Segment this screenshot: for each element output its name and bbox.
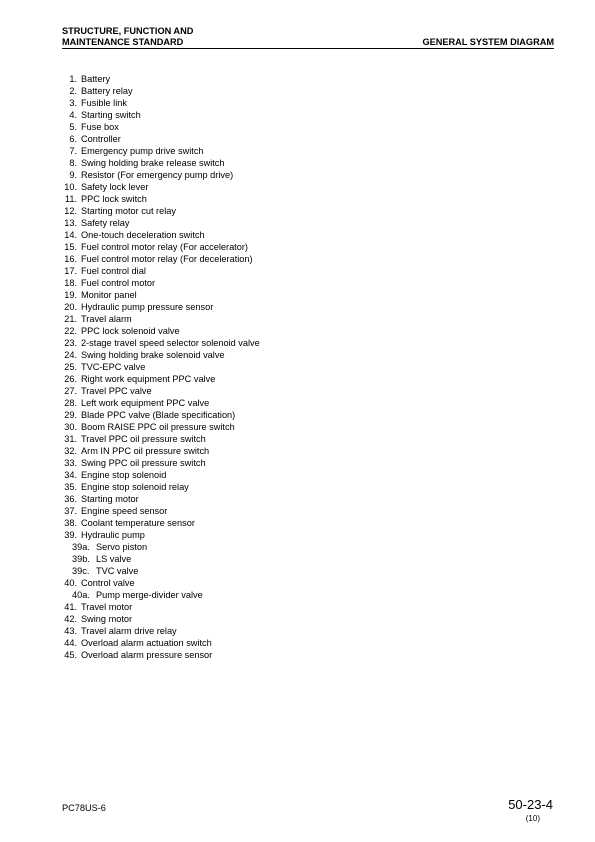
legend-item-label: Travel PPC oil pressure switch [81,434,206,444]
legend-item-number: 13. [64,218,77,228]
legend-item-number: 16. [64,254,77,264]
legend-item-number: 33. [64,458,77,468]
legend-item-label: Safety lock lever [81,182,149,192]
legend-item-number: 31. [64,434,77,444]
legend-item-number: 39. [64,530,77,540]
header-divider [62,48,554,49]
legend-item-label: Hydraulic pump pressure sensor [81,302,214,312]
legend-item-label: Left work equipment PPC valve [81,398,210,408]
legend-item-number: 21. [64,314,77,324]
legend-item-number: 24. [64,350,77,360]
legend-item-number: 27. [64,386,77,396]
legend-item-label: Fuse box [81,122,119,132]
legend-item-label: Monitor panel [81,290,137,300]
legend-item-label: Control valve [81,578,135,588]
legend-item-number: 17. [64,266,77,276]
legend-item-label: One-touch deceleration switch [81,230,205,240]
legend-item-label: PPC lock solenoid valve [81,326,180,336]
legend-item-number: 18. [64,278,77,288]
legend-item-number: 5. [69,122,77,132]
legend-item-number: 6. [69,134,77,144]
legend-item-label: Starting motor [81,494,139,504]
legend-item-number: 26. [64,374,77,384]
legend-item-label: Starting switch [81,110,141,120]
legend-item-number: 4. [69,110,77,120]
legend-item-label: Emergency pump drive switch [81,146,204,156]
legend-item-label: TVC-EPC valve [81,362,146,372]
page-revision: (10) [525,814,540,823]
legend-item-number: 45. [64,650,77,660]
legend-item-label: Starting motor cut relay [81,206,176,216]
legend-item-number: 38. [64,518,77,528]
legend-item-number: 28. [64,398,77,408]
legend-item-number: 42. [64,614,77,624]
legend-item-label: Fuel control motor [81,278,156,288]
legend-item-label: Hydraulic pump [81,530,145,540]
legend-item-number: 41. [64,602,77,612]
legend-item-number: 29. [64,410,77,420]
legend-item-label: Battery relay [81,86,133,96]
legend-item-number: 15. [64,242,77,252]
legend-item-number: 39c. [72,566,90,576]
legend-item-label: Travel alarm drive relay [81,626,177,636]
legend-item-label: Overload alarm actuation switch [81,638,212,648]
legend-item-number: 8. [69,158,77,168]
legend-item-label: TVC valve [96,566,139,576]
legend-item-label: Travel PPC valve [81,386,152,396]
legend-item-number: 7. [69,146,77,156]
legend-item-label: Arm IN PPC oil pressure switch [81,446,210,456]
legend-item-number: 3. [69,98,77,108]
legend-item-label: Swing PPC oil pressure switch [81,458,206,468]
legend-item-label: Engine speed sensor [81,506,168,516]
legend-item-label: Fuel control motor relay (For accelerator) [81,242,248,252]
legend-item-label: Swing holding brake release switch [81,158,225,168]
legend-item-label: LS valve [96,554,132,564]
page-number: 50-23-4 [508,797,553,812]
legend-item-label: Right work equipment PPC valve [81,374,216,384]
legend-item-number: 22. [64,326,77,336]
legend-item-number: 44. [64,638,77,648]
legend-item-label: Fuel control dial [81,266,146,276]
legend-item-number: 35. [64,482,77,492]
legend-item-number: 40a. [72,590,90,600]
legend-item-label: Swing motor [81,614,133,624]
legend-item-number: 14. [64,230,77,240]
legend-item-number: 20. [64,302,77,312]
legend-item-label: 2-stage travel speed selector solenoid valve [81,338,260,348]
legend-item-number: 25. [64,362,77,372]
legend-item-label: Battery [81,74,111,84]
legend-item-number: 1. [69,74,77,84]
legend-item-label: Swing holding brake solenoid valve [81,350,225,360]
legend-item-label: Overload alarm pressure sensor [81,650,213,660]
model-code: PC78US-6 [62,803,106,813]
legend-item-number: 32. [64,446,77,456]
legend-item-label: Engine stop solenoid [81,470,167,480]
legend-item-label: Travel motor [81,602,133,612]
legend-item-number: 12. [64,206,77,216]
legend-item-label: Fusible link [81,98,127,108]
legend-item-label: Travel alarm [81,314,132,324]
legend-item-number: 37. [64,506,77,516]
legend-item-number: 34. [64,470,77,480]
legend-item-number: 36. [64,494,77,504]
section-title: STRUCTURE, FUNCTION AND MAINTENANCE STANDARD [62,26,194,47]
legend-item-number: 10. [64,182,77,192]
legend-item-label: Pump merge-divider valve [96,590,203,600]
legend-item-number: 9. [69,170,77,180]
legend-item-number: 30. [64,422,77,432]
legend-item-label: Engine stop solenoid relay [81,482,189,492]
legend-item-number: 43. [64,626,77,636]
legend-item-number: 39b. [72,554,90,564]
legend-item-label: PPC lock switch [81,194,147,204]
legend-item-number: 23. [64,338,77,348]
legend-item-label: Boom RAISE PPC oil pressure switch [81,422,235,432]
legend-item-label: Controller [81,134,121,144]
legend-item-label: Fuel control motor relay (For deceleration) [81,254,253,264]
legend-item-label: Coolant temperature sensor [81,518,195,528]
legend-item-label: Blade PPC valve (Blade specification) [81,410,236,420]
legend-item-label: Safety relay [81,218,130,228]
legend-item-number: 19. [64,290,77,300]
diagram-title: GENERAL SYSTEM DIAGRAM [422,37,554,47]
legend-item-number: 39a. [72,542,90,552]
legend-item-label: Servo piston [96,542,148,552]
legend-item-number: 2. [69,86,77,96]
legend-item-number: 11. [64,194,77,204]
page-header [62,26,554,50]
legend-item-number: 40. [64,578,77,588]
legend-item-label: Resistor (For emergency pump drive) [81,170,234,180]
